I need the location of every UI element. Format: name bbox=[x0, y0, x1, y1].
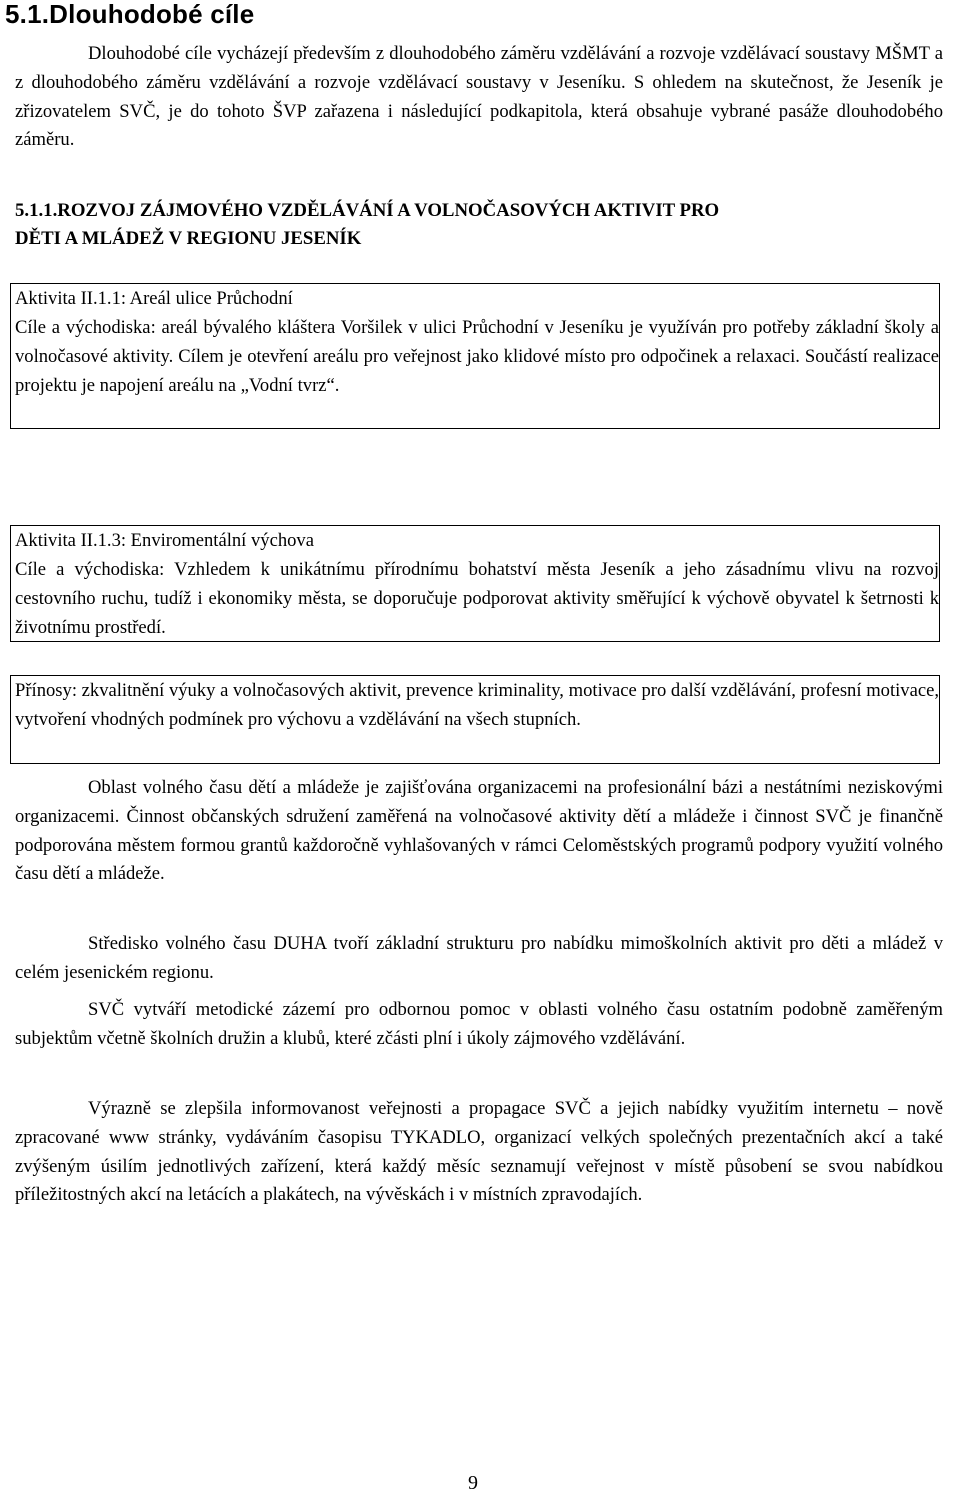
activity-box bbox=[10, 525, 940, 642]
activity-heading: Aktivita II.1.1: Areál ulice Průchodní bbox=[15, 288, 293, 309]
body-paragraph: Oblast volného času dětí a mládeže je zajišťována organizacemi na profesionální bázi a nestátními neziskovými organizacemi. Činnost občanských sdružení zaměřená na volnočasové aktivity dětí a mládeže i činnost SVČ je finančně podporována městem formou grantů každoročně vyhlašovaných v rámci Celoměstských programů podpory využití volného času dětí a mládeže. bbox=[15, 777, 943, 885]
section-title: 5.1.Dlouhodobé cíle bbox=[5, 0, 255, 29]
subsection-title-line: 5.1.1.ROZVOJ ZÁJMOVÉHO VZDĚLÁVÁNÍ A VOLNOČASOVÝCH AKTIVIT PRO bbox=[15, 200, 720, 221]
body-paragraph: SVČ vytváří metodické zázemí pro odbornou pomoc v oblasti volného času ostatním podobně zaměřeným subjektům včetně školních družin a klubů, které zčásti plní i úkoly zájmového vzdělávání. bbox=[15, 999, 943, 1049]
subsection-title-line: DĚTI A MLÁDEŽ V REGIONU JESENÍK bbox=[15, 228, 362, 249]
activity-heading: Aktivita II.1.3: Enviromentální výchova bbox=[15, 530, 314, 551]
page-number: 9 bbox=[468, 1472, 478, 1494]
activity-box bbox=[10, 283, 940, 429]
benefits-box bbox=[10, 675, 940, 764]
intro-paragraph: Dlouhodobé cíle vycházejí především z dlouhodobého záměru vzdělávání a rozvoje vzdělávací soustavy MŠMT a z dlouhodobého záměru vzdělávání a rozvoje vzdělávací soustavy v Jeseníku. S ohledem na skutečnost, že Jeseník je zřizovatelem SVČ, je do tohoto ŠVP zařazena i následující podkapitola, která obsahuje vybrané pasáže dlouhodobého záměru. bbox=[15, 43, 943, 151]
activity-text: Cíle a východiska: areál bývalého kláštera Voršilek v ulici Průchodní v Jeseníku je využíván pro potřeby základní školy a volnočasové aktivity. Cílem je otevření areálu pro veřejnost jako klidové místo pro odpočinek a relaxaci. Součástí realizace projektu je napojení areálu na „Vodní tvrz“. bbox=[15, 317, 939, 396]
activity-text: Cíle a východiska: Vzhledem k unikátnímu přírodnímu bohatství města Jeseník a jeho zásadnímu vlivu na rozvoj cestovního ruchu, tudíž i ekonomiky města, se doporučuje podporovat aktivity směřující k výchově obyvatel k šetrnosti k životnímu prostředí. bbox=[15, 559, 939, 638]
subsection-title bbox=[15, 197, 945, 253]
body-paragraph: Výrazně se zlepšila informovanost veřejnosti a propagace SVČ a jejich nabídky využitím internetu – nově zpracované www stránky, vydáváním časopisu TYKADLO, organizací velkých společných prezentačních akcí a také zvýšeným úsilím jednotlivých zařízení, která každý měsíc seznamují veřejnost v místě působení se svou nabídkou příležitostných akcí na letácích a plakátech, na vývěskách i v místních zpravodajích. bbox=[15, 1098, 943, 1206]
benefits-text: Přínosy: zkvalitnění výuky a volnočasových aktivit, prevence kriminality, motivace pro další vzdělávání, profesní motivace, vytvoření vhodných podmínek pro výchovu a vzdělávání na všech stupních. bbox=[15, 680, 939, 730]
body-paragraph: Středisko volného času DUHA tvoří základní strukturu pro nabídku mimoškolních aktivit pro děti a mládež v celém jesenickém regionu. bbox=[15, 933, 943, 983]
